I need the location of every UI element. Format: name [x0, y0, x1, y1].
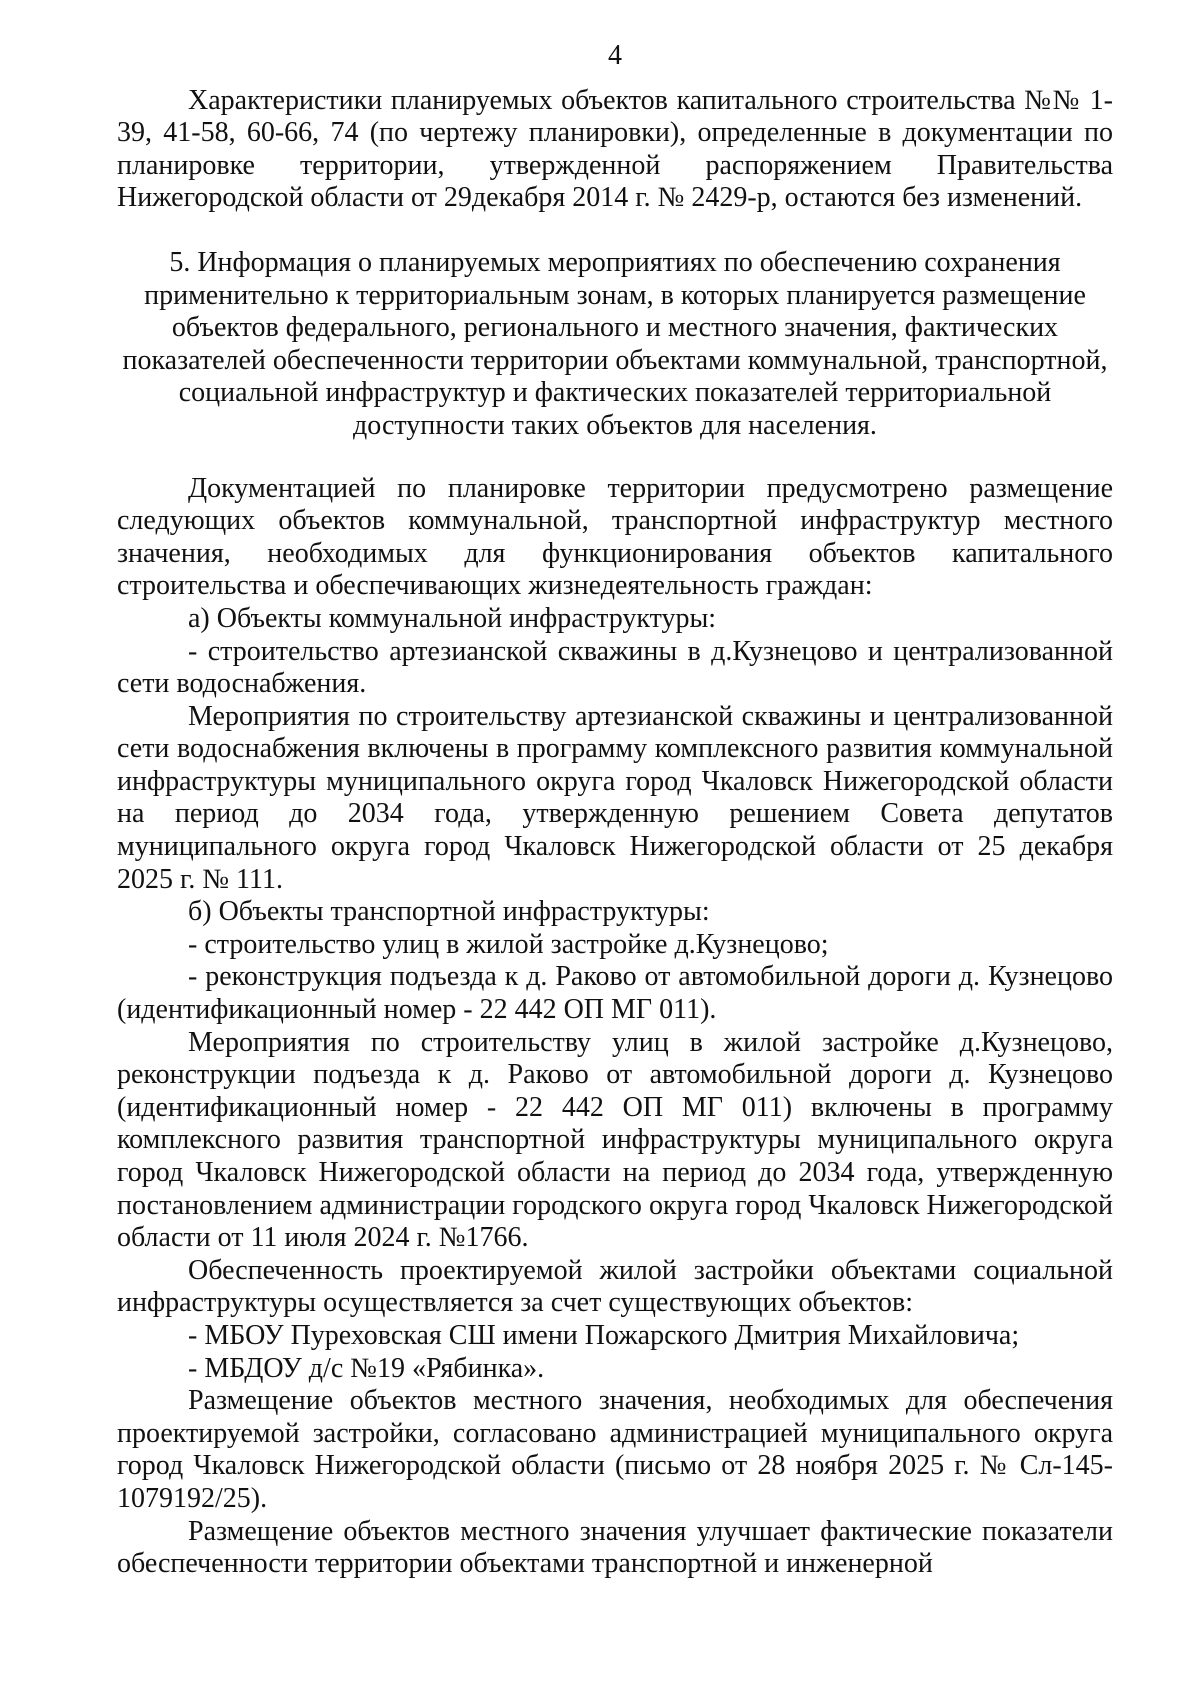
paragraph-unchanged-characteristics: Характеристики планируемых объектов капитального строительства №№ 1-39, 41-58, 60-66, 74 (по чертежу планировки), определенные в документации по планировке территории, утвержденной распоряжением Правительства Нижегородской области от 29декабря 2014 г. № 2429-р, остаются без изменений.	[117, 84, 1113, 214]
paragraph-utility-program: Мероприятия по строительству артезианской скважины и централизованной сети водоснабжения включены в программу комплексного развития коммунальной инфраструктуры муниципального округа город Чкаловск Нижегородской области на период до 2034 года, утвержденную решением Совета депутатов муниципального округа город Чкаловск Нижегородской области от 25 декабря 2025 г. № 111.	[117, 700, 1113, 895]
paragraph-improvement: Размещение объектов местного значения улучшает фактические показатели обеспеченности территории объектами транспортной и инженерной	[117, 1515, 1113, 1580]
paragraph-road-reconstruction: - реконструкция подъезда к д. Раково от автомобильной дороги д. Кузнецово (идентификационный номер - 22 442 ОП МГ 011).	[117, 961, 1113, 1026]
paragraph-kindergarten: - МБДОУ д/с №19 «Рябинка».	[188, 1352, 545, 1384]
paragraph-planned-objects: Документацией по планировке территории предусмотрено размещение следующих объектов коммунальной, транспортной инфраструктур местного значения, необходимых для функционирования объектов капитального строительства и обеспечивающих жизнедеятельность граждан:	[117, 472, 1113, 602]
section-heading: 5. Информация о планируемых мероприятиях по обеспечению сохранения применительно к территориальным зонам, в которых планируется размещение объектов федерального, регионального и местного значения, фактических показателей обеспеченности территории объектами коммунальной, транспортной, социальной инфраструктур и фактических показателей территориальной доступности таких объектов для населения.	[122, 246, 1108, 441]
paragraph-approval-letter: Размещение объектов местного значения, необходимых для обеспечения проектируемой застройки, согласовано администрацией муниципального округа город Чкаловск Нижегородской области (письмо от 28 ноября 2025 г. № Сл-145-1079192/25).	[117, 1385, 1113, 1514]
document-page	[117, 40, 1113, 1581]
paragraph-transport-program: Мероприятия по строительству улиц в жилой застройке д.Кузнецово, реконструкции подъезда к д. Раково от автомобильной дороги д. Кузнецово (идентификационный номер - 22 442 ОП МГ 011) включены в программу комплексного развития транспортной инфраструктуры муниципального округа город Чкаловск Нижегородской области на период до 2034 года, утвержденную постановлением администрации городского округа город Чкаловск Нижегородской области от 11 июля 2024 г. №1766.	[117, 1026, 1113, 1254]
paragraph-utility-heading: а) Объекты коммунальной инфраструктуры:	[188, 602, 717, 634]
paragraph-transport-heading: б) Объекты транспортной инфраструктуры:	[188, 896, 710, 928]
page-number: 4	[608, 40, 622, 71]
paragraph-school: - МБОУ Пуреховская СШ имени Пожарского Дмитрия Михайловича;	[188, 1319, 1020, 1351]
paragraph-social-provision: Обеспеченность проектируемой жилой застройки объектами социальной инфраструктуры осуществляется за счет существующих объектов:	[117, 1254, 1113, 1319]
spacer	[117, 443, 1113, 473]
paragraph-well-construction: - строительство артезианской скважины в д.Кузнецово и централизованной сети водоснабжения.	[117, 635, 1113, 700]
spacer	[117, 215, 1113, 247]
paragraph-streets-construction: - строительство улиц в жилой застройке д.Кузнецово;	[188, 928, 829, 960]
